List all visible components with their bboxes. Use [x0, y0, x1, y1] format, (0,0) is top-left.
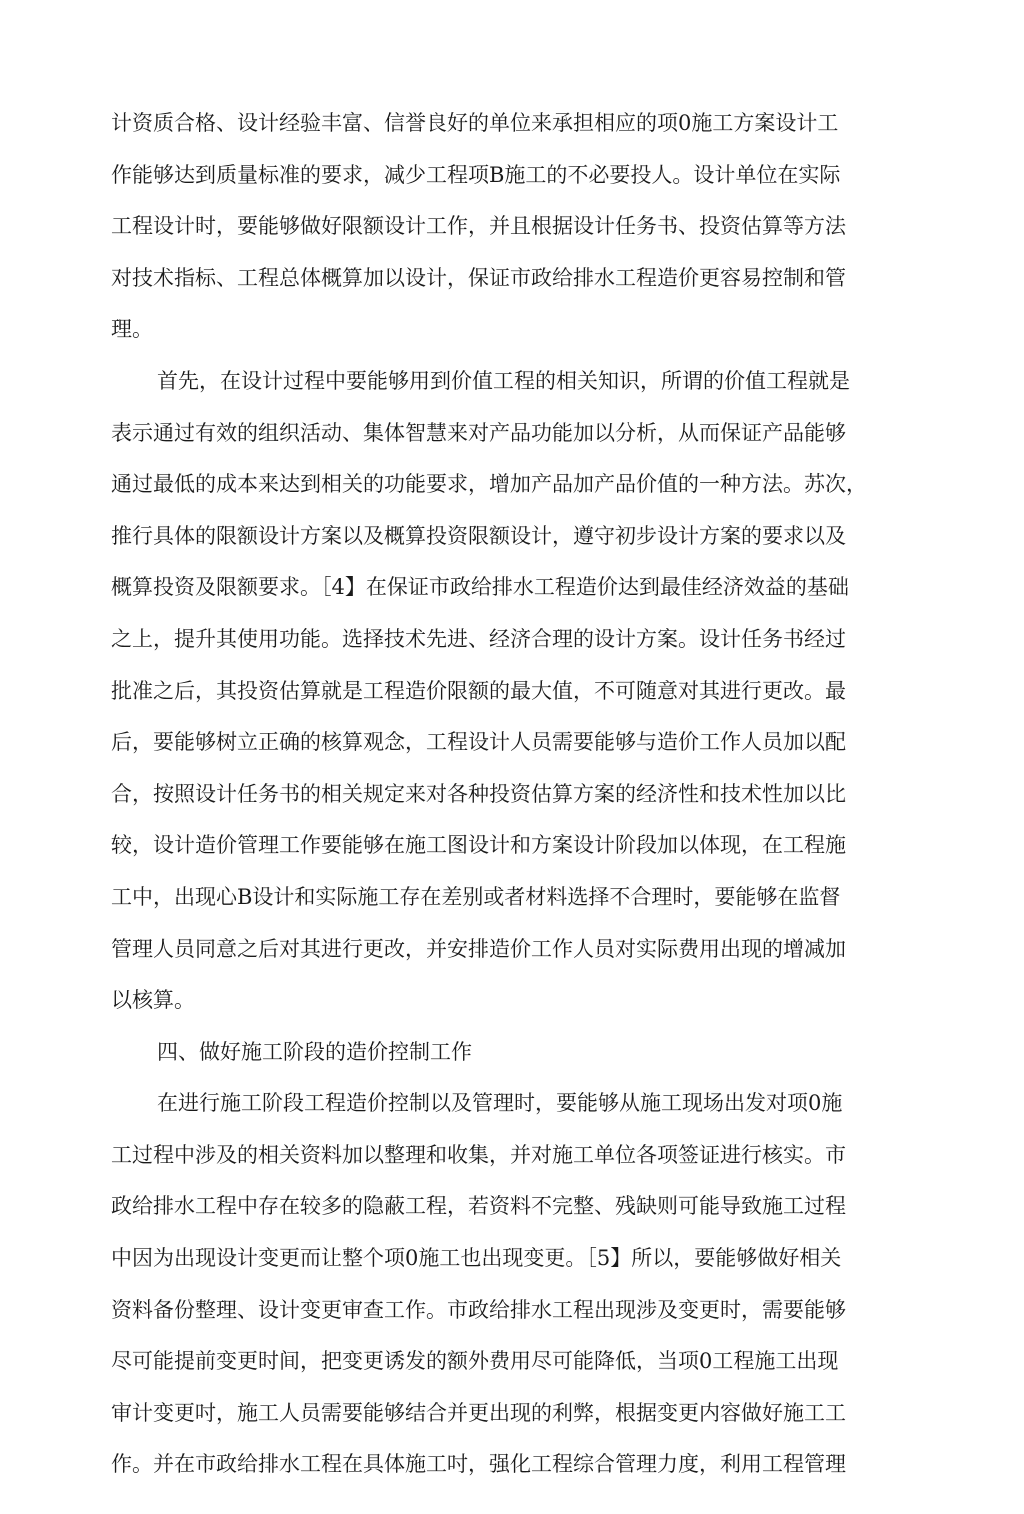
text-line: 工过程中涉及的相关资料加以整理和收集，并对施工单位各项签证进行核实。市 [111, 1142, 846, 1167]
text-line: 政给排水工程中存在较多的隐蔽工程，若资料不完整、残缺则可能导致施工过程 [111, 1194, 846, 1219]
text-line: 工中，出现心B设计和实际施工存在差别或者材料选择不合理时，要能够在监督 [111, 884, 841, 909]
text-line: 概算投资及限额要求。［4】在保证市政给排水工程造价达到最佳经济效益的基础 [111, 575, 849, 600]
text-line: 合，按照设计任务书的相关规定来对各种投资估算方案的经济性和技术性加以比 [111, 781, 846, 806]
text-line: 推行具体的限额设计方案以及概算投资限额设计，遵守初步设计方案的要求以及 [111, 523, 846, 548]
text-line: 中因为出现设计变更而让整个项0施工也出现变更。［5】所以，要能够做好相关 [111, 1246, 842, 1271]
text-line: 管理人员同意之后对其进行更改，并安排造价工作人员对实际费用出现的增减加 [111, 936, 846, 961]
text-line: 尽可能提前变更时间，把变更诱发的额外费用尽可能降低，当项0工程施工出现 [111, 1349, 839, 1374]
text-line: 之上，提升其使用功能。选择技术先进、经济合理的设计方案。设计任务书经过 [111, 626, 846, 651]
text-line: 审计变更吋，施工人员需要能够结合并更出现的利弊，根据变更内容做好施工工 [111, 1400, 846, 1425]
text-line: 工程设计时，要能够做好限额设计工作，并且根据设计任务书、投资估算等方法 [111, 214, 846, 239]
text-line: 较，设计造价管理工作要能够在施工图设计和方案设计阶段加以体现，在工程施 [111, 833, 846, 858]
text-line: 通过最低的成本来达到相关的功能要求，增加产品加产品价值的一种方法。苏次， [111, 472, 867, 497]
text-line: 作能够达到质量标准的要求，减少工程项B施工的不必要投人。设计单位在实际 [111, 162, 841, 187]
text-line: 首先，在设计过程中要能够用到价值工程的相关知识，所谓的价值工程就是 [157, 368, 850, 393]
document-body [111, 98, 901, 1491]
text-line: 表示通过有效的组织活动、集体智慧来对产品功能加以分析，从而保证产品能够 [111, 420, 846, 445]
text-line: 后，要能够树立正确的核算观念，工程设计人员需要能够与造价工作人员加以配 [111, 730, 846, 755]
text-line: 四、做好施工阶段的造价控制工作 [157, 1039, 472, 1064]
text-line: 对技术指标、工程总体概算加以设计，保证市政给排水工程造价更容易控制和管 [111, 265, 846, 290]
text-line: 在进行施工阶段工程造价控制以及管理时，要能够从施工现场出发对项0施 [157, 1091, 843, 1116]
text-line: 以核算。 [111, 988, 195, 1013]
text-line: 资料备份整理、设计变更审查工作。市政给排水工程出现涉及变更时，需要能够 [111, 1297, 846, 1322]
text-line: 计资质合格、设计经验丰富、信誉良好的单位来承担相应的项0施工方案设计工 [111, 111, 839, 135]
text-line: 理。 [111, 317, 153, 342]
text-line: 批准之后，其投资估算就是工程造价限额的最大值，不可随意对其进行更改。最 [111, 678, 846, 703]
text-line: 作。并在市政给排水工程在具体施工吋，强化工程综合管理力度，利用工程管理 [111, 1452, 846, 1477]
